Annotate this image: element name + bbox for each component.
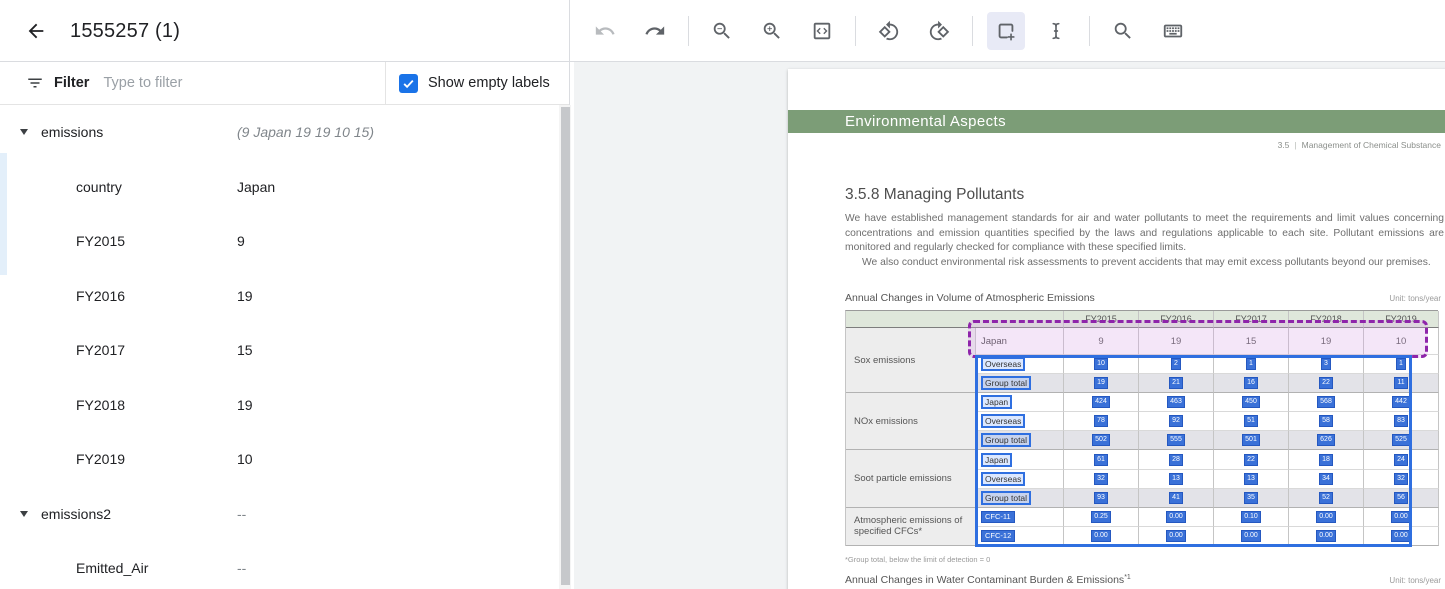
add-bounding-box-button[interactable]	[987, 12, 1025, 50]
section-reference	[1278, 140, 1441, 150]
annotation-value-chip[interactable]: 93	[1094, 492, 1108, 504]
keyboard-icon	[1162, 20, 1184, 42]
table-header-FY2018: FY2018	[1289, 311, 1364, 328]
annotation-value-chip[interactable]: 0.00	[1166, 530, 1186, 542]
label-row-emissions[interactable]	[0, 105, 558, 160]
label-row-FY2015[interactable]	[0, 214, 558, 269]
label-name: FY2016	[76, 287, 126, 304]
cell-value: 9	[1098, 335, 1104, 347]
label-value: 10	[237, 451, 253, 468]
annotation-value-chip[interactable]: 11	[1394, 377, 1407, 389]
annotation-value-chip[interactable]: 18	[1319, 454, 1333, 466]
annotation-value-chip[interactable]: 525	[1392, 434, 1410, 446]
label-name: Emitted_Air	[76, 560, 149, 577]
label-name: emissions	[41, 124, 104, 141]
annotation-chip-CFC-12[interactable]: CFC-12	[981, 530, 1015, 542]
annotation-value-chip[interactable]: 626	[1317, 434, 1335, 446]
section-ref-number: 3.5	[1277, 140, 1290, 150]
annotation-value-chip[interactable]: 51	[1244, 415, 1258, 427]
label-row-FY2019[interactable]	[0, 432, 558, 487]
annotation-value-chip[interactable]: 78	[1094, 415, 1108, 427]
show-empty-labels-label: Show empty labels	[428, 75, 550, 91]
expand-arrow-icon[interactable]	[20, 511, 28, 517]
label-name: FY2017	[76, 342, 126, 359]
cell-value: 15	[1245, 335, 1257, 347]
label-row-FY2017[interactable]	[0, 323, 558, 378]
zoom-out-button[interactable]	[703, 12, 741, 50]
next-table-title: Annual Changes in Water Contaminant Burden & Emissions$^{*1}$	[845, 574, 1131, 586]
label-row-Emitted_Air[interactable]	[0, 541, 558, 589]
toolbar-separator	[855, 16, 856, 46]
annotation-chip-Group total[interactable]: Group total	[981, 376, 1031, 390]
labels-sidebar	[0, 62, 570, 589]
annotation-value-chip[interactable]: 0.10	[1241, 511, 1261, 523]
expand-arrow-icon[interactable]	[20, 129, 28, 135]
toolbar-separator	[688, 16, 689, 46]
document-title: 1555257 (1)	[70, 19, 181, 42]
annotation-value-chip[interactable]: 442	[1392, 396, 1410, 408]
label-value: 19	[237, 287, 253, 304]
search-button[interactable]	[1104, 12, 1142, 50]
annotation-value-chip[interactable]: 58	[1319, 415, 1333, 427]
fit-code-button[interactable]	[803, 12, 841, 50]
body-text	[845, 212, 1444, 270]
row-label: Japan	[981, 335, 1007, 347]
annotation-value-chip[interactable]: 83	[1394, 415, 1408, 427]
annotation-value-chip[interactable]: 28	[1169, 454, 1183, 466]
label-name: country	[76, 178, 122, 195]
cell-value: 19	[1170, 335, 1182, 347]
code-box-icon	[811, 20, 833, 42]
table-header-FY2015: FY2015	[1064, 311, 1139, 328]
annotation-value-chip[interactable]: 32	[1394, 473, 1408, 485]
rotate-right-icon	[928, 20, 950, 42]
annotation-value-chip[interactable]: 41	[1169, 492, 1183, 504]
show-empty-labels-checkbox[interactable]	[399, 74, 418, 93]
sidebar-scrollbar-thumb[interactable]	[561, 107, 570, 585]
paragraph: We have established management standards for air and water pollutants to meet the requirements and limit values concerning concentrations and emission quantities specified by the laws and regulations applicable to each site. Pollutant emissions are monitored and regularly checked for compliance with these specified limits.	[845, 213, 1444, 254]
annotation-value-chip[interactable]: 0.00	[1316, 511, 1336, 523]
table-caption-row	[845, 292, 1441, 304]
cell-value: 10	[1395, 335, 1407, 347]
text-select-button[interactable]	[1037, 12, 1075, 50]
document-banner	[788, 110, 1445, 133]
annotation-value-chip[interactable]: 24	[1394, 454, 1408, 466]
rotate-right-button[interactable]	[920, 12, 958, 50]
annotation-value-chip[interactable]: 21	[1169, 377, 1183, 389]
annotation-value-chip[interactable]: 3	[1321, 358, 1331, 370]
cell-value: 19	[1320, 335, 1332, 347]
annotation-value-chip[interactable]: 0.00	[1316, 530, 1336, 542]
section-ref-separator: |	[1294, 140, 1297, 150]
label-name: FY2018	[76, 396, 126, 413]
label-value: 19	[237, 396, 253, 413]
footnote-marker: *1	[1124, 574, 1131, 581]
table-unit: Unit: tons/year	[1389, 294, 1441, 303]
filter-icon	[26, 74, 44, 92]
checkmark-icon	[401, 76, 416, 91]
annotation-chip-Group total[interactable]: Group total	[981, 433, 1031, 447]
label-value: 15	[237, 342, 253, 359]
annotation-chip-Group total[interactable]: Group total	[981, 491, 1031, 505]
label-name: emissions2	[41, 505, 112, 522]
annotation-value-chip[interactable]: 13	[1169, 473, 1183, 485]
annotation-value-chip[interactable]: 1	[1396, 358, 1406, 370]
rotate-left-button[interactable]	[870, 12, 908, 50]
top-bar	[0, 0, 1445, 62]
annotation-chip-Overseas[interactable]: Overseas	[981, 472, 1025, 486]
text-cursor-icon	[1045, 20, 1067, 42]
toolbar-separator	[1089, 16, 1090, 46]
section-ref-title: Management of Chemical Substance	[1301, 140, 1441, 150]
table-category: Atmospheric emissions of specified CFCs*	[846, 508, 976, 546]
label-row-emissions2[interactable]	[0, 487, 558, 542]
zoom-in-icon	[761, 20, 783, 42]
rotate-left-icon	[878, 20, 900, 42]
table-header-FY2017: FY2017	[1214, 311, 1289, 328]
annotation-value-chip[interactable]: 22	[1244, 454, 1258, 466]
undo-button[interactable]	[586, 12, 624, 50]
annotation-value-chip[interactable]: 1	[1246, 358, 1256, 370]
annotation-value-chip[interactable]: 10	[1094, 358, 1108, 370]
add-bounding-box-icon	[995, 20, 1017, 42]
toolbar-separator	[972, 16, 973, 46]
annotation-value-chip[interactable]: 2	[1171, 358, 1181, 370]
annotation-value-chip[interactable]: 61	[1094, 454, 1108, 466]
sidebar-highlight-strip	[0, 153, 7, 275]
label-value: --	[237, 505, 247, 522]
table-header-FY2016: FY2016	[1139, 311, 1214, 328]
back-button[interactable]	[16, 11, 56, 51]
zoom-in-button[interactable]	[753, 12, 791, 50]
label-value: Japan	[237, 178, 276, 195]
annotation-value-chip[interactable]: 424	[1092, 396, 1110, 408]
annotation-value-chip[interactable]: 0.00	[1166, 511, 1186, 523]
table-category: NOx emissions	[846, 393, 976, 450]
undo-icon	[594, 20, 616, 42]
table-header-FY2019: FY2019	[1364, 311, 1439, 328]
purple-dashed-annotation-box[interactable]	[968, 320, 1428, 358]
annotation-value-chip[interactable]: 13	[1244, 473, 1258, 485]
label-name: FY2015	[76, 233, 126, 250]
label-value: --	[237, 560, 247, 577]
annotation-value-chip[interactable]: 16	[1244, 377, 1258, 389]
filter-divider	[385, 62, 386, 105]
annotation-value-chip[interactable]: 34	[1319, 473, 1333, 485]
table-title: Annual Changes in Volume of Atmospheric Emissions	[845, 292, 1095, 304]
annotation-chip-Japan[interactable]: Japan	[981, 395, 1012, 409]
document-page	[788, 69, 1445, 589]
redo-button[interactable]	[636, 12, 674, 50]
table-category: Soot particle emissions	[846, 450, 976, 507]
annotation-value-chip[interactable]: 56	[1394, 492, 1408, 504]
annotation-value-chip[interactable]: 463	[1167, 396, 1185, 408]
zoom-out-icon	[711, 20, 733, 42]
annotation-value-chip[interactable]: 0.00	[1391, 530, 1411, 542]
paragraph: We also conduct environmental risk assessments to prevent accidents that may emit excess pollutants beyond our premises.	[862, 256, 1431, 268]
annotation-value-chip[interactable]: 0.00	[1391, 511, 1411, 523]
sidebar-scrollbar	[559, 105, 571, 589]
label-name: FY2019	[76, 451, 126, 468]
label-value: (9 Japan 19 19 10 15)	[237, 124, 374, 141]
annotation-chip-CFC-11[interactable]: CFC-11	[981, 511, 1015, 523]
toolbar	[574, 0, 1192, 62]
annotation-chip-Overseas[interactable]: Overseas	[981, 414, 1025, 428]
annotation-value-chip[interactable]: 0.00	[1091, 530, 1111, 542]
filter-row	[0, 62, 569, 105]
annotation-value-chip[interactable]: 0.25	[1091, 511, 1111, 523]
table-category: Sox emissions	[846, 328, 976, 393]
redo-icon	[644, 20, 666, 42]
filter-label: Filter	[54, 75, 90, 91]
annotation-value-chip[interactable]: 22	[1319, 377, 1333, 389]
banner-title: Environmental Aspects	[845, 113, 1006, 130]
annotation-value-chip[interactable]: 450	[1242, 396, 1260, 408]
annotation-value-chip[interactable]: 501	[1242, 434, 1260, 446]
annotation-value-chip[interactable]: 35	[1244, 492, 1258, 504]
next-table-unit: Unit: tons/year	[1389, 576, 1441, 585]
table-footnote: *Group total, below the limit of detection = 0	[845, 555, 991, 564]
section-heading: 3.5.8 Managing Pollutants	[845, 186, 1025, 203]
next-table-caption-row	[845, 574, 1441, 586]
annotation-value-chip[interactable]: 32	[1094, 473, 1108, 485]
blue-annotation-box[interactable]	[975, 355, 1412, 547]
annotation-value-chip[interactable]: 568	[1317, 396, 1335, 408]
filter-input[interactable]	[103, 75, 333, 91]
annotation-chip-Japan[interactable]: Japan	[981, 453, 1012, 467]
label-value: 9	[237, 233, 245, 250]
annotation-value-chip[interactable]: 555	[1167, 434, 1185, 446]
label-tree	[0, 105, 558, 589]
label-row-country[interactable]	[0, 160, 558, 215]
annotation-value-chip[interactable]: 0.00	[1241, 530, 1261, 542]
annotation-value-chip[interactable]: 52	[1319, 492, 1333, 504]
label-row-FY2018[interactable]	[0, 378, 558, 433]
label-row-FY2016[interactable]	[0, 269, 558, 324]
back-arrow-icon	[25, 20, 47, 42]
annotation-value-chip[interactable]: 92	[1169, 415, 1183, 427]
annotation-value-chip[interactable]: 502	[1092, 434, 1110, 446]
top-bar-left	[0, 0, 570, 62]
keyboard-shortcuts-button[interactable]	[1154, 12, 1192, 50]
annotation-chip-Overseas[interactable]: Overseas	[981, 357, 1025, 371]
annotation-value-chip[interactable]: 19	[1094, 377, 1108, 389]
search-icon	[1112, 20, 1134, 42]
